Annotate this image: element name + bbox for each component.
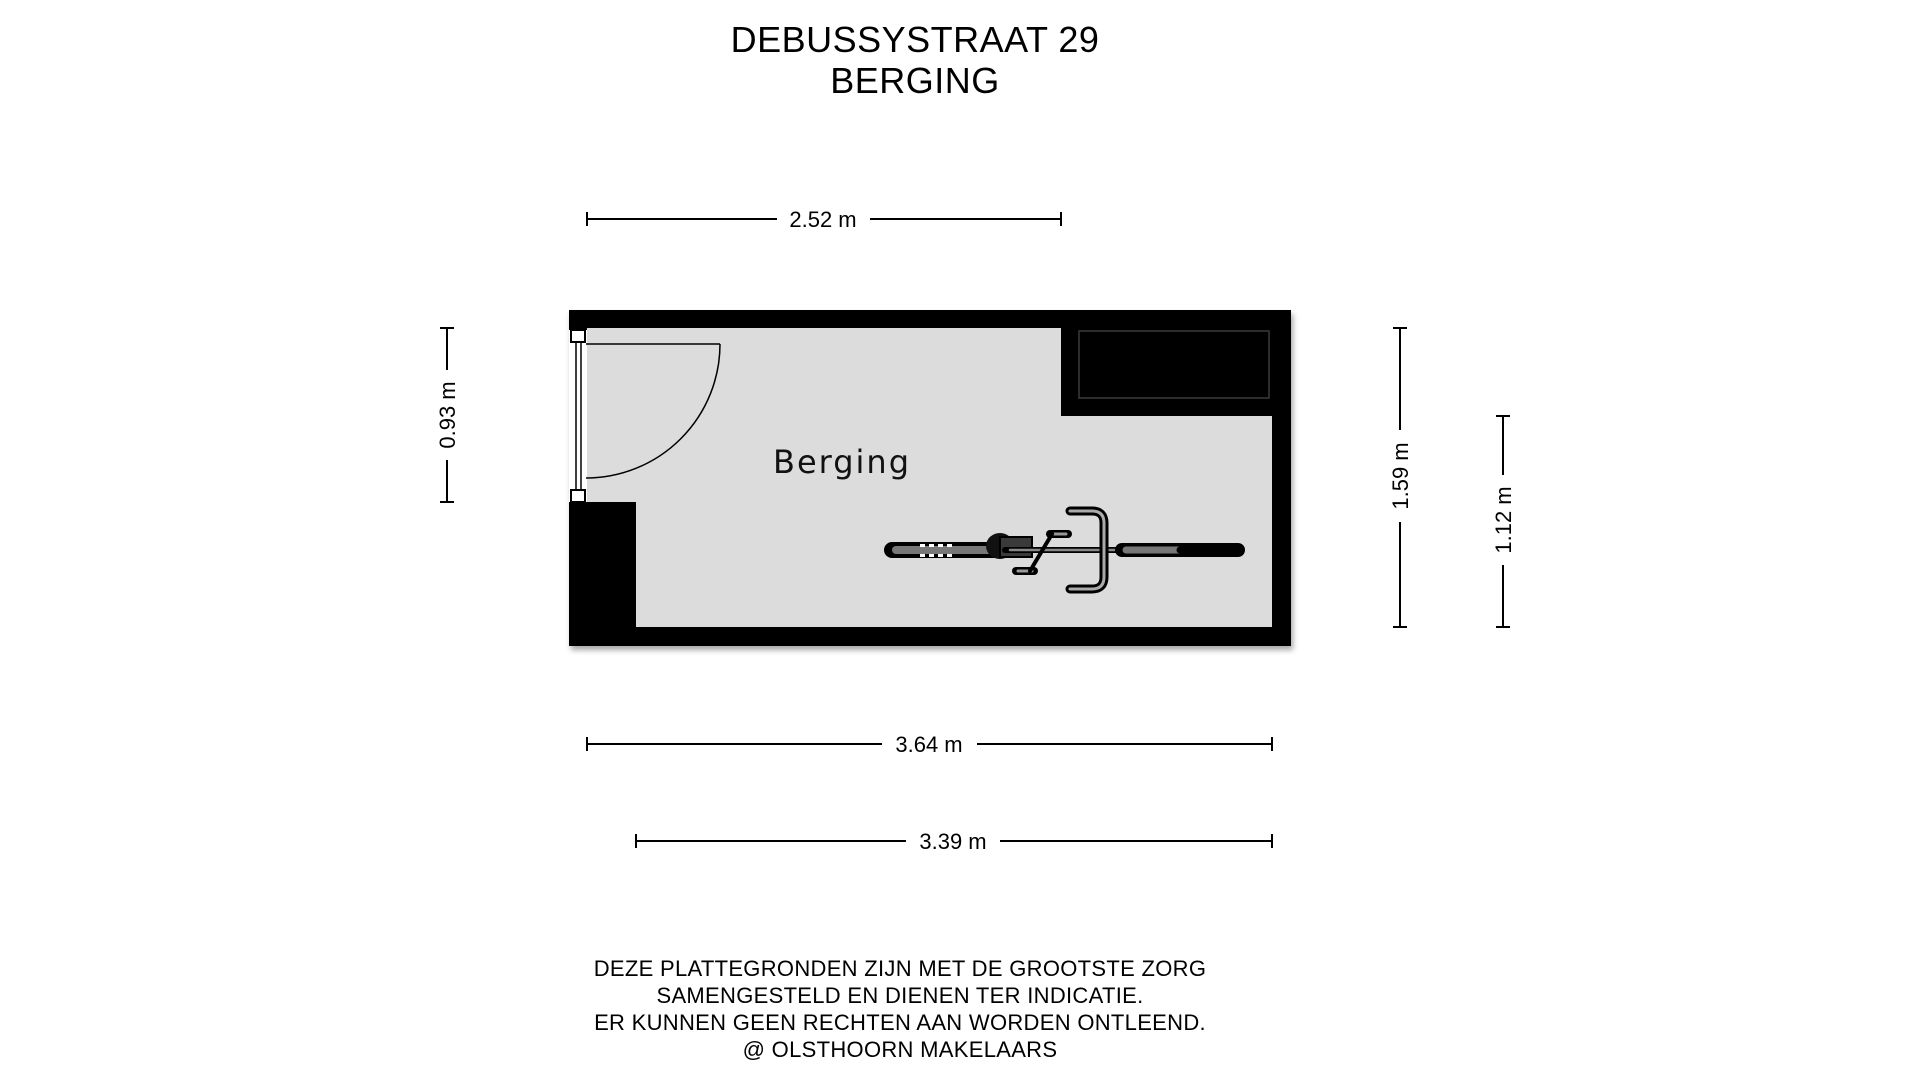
room-label: Berging — [772, 443, 912, 481]
disclaimer-line: ER KUNNEN GEEN RECHTEN AAN WORDEN ONTLEEND. — [594, 1010, 1206, 1035]
disclaimer-line: DEZE PLATTEGRONDEN ZIJN MET DE GROOTSTE ZORG — [593, 956, 1207, 981]
disclaimer — [0, 955, 1800, 1063]
dimension-bottom-inner-label: 3.39 m — [919, 829, 987, 854]
plan-title-floor: BERGING — [830, 60, 1000, 101]
dimension-right-label: 1.59 m — [1388, 442, 1413, 510]
dimension-top-label: 2.52 m — [789, 207, 857, 232]
disclaimer-line: @ OLSTHOORN MAKELAARS — [742, 1037, 1058, 1062]
plan-title-address: DEBUSSYSTRAAT 29 — [730, 19, 1100, 60]
dimension-right-outer-label: 1.12 m — [1491, 486, 1516, 554]
disclaimer-line: SAMENGESTELD EN DIENEN TER INDICATIE. — [656, 983, 1144, 1008]
dimension-bottom-label: 3.64 m — [895, 732, 963, 757]
dimension-left-label: 0.93 m — [435, 381, 460, 449]
